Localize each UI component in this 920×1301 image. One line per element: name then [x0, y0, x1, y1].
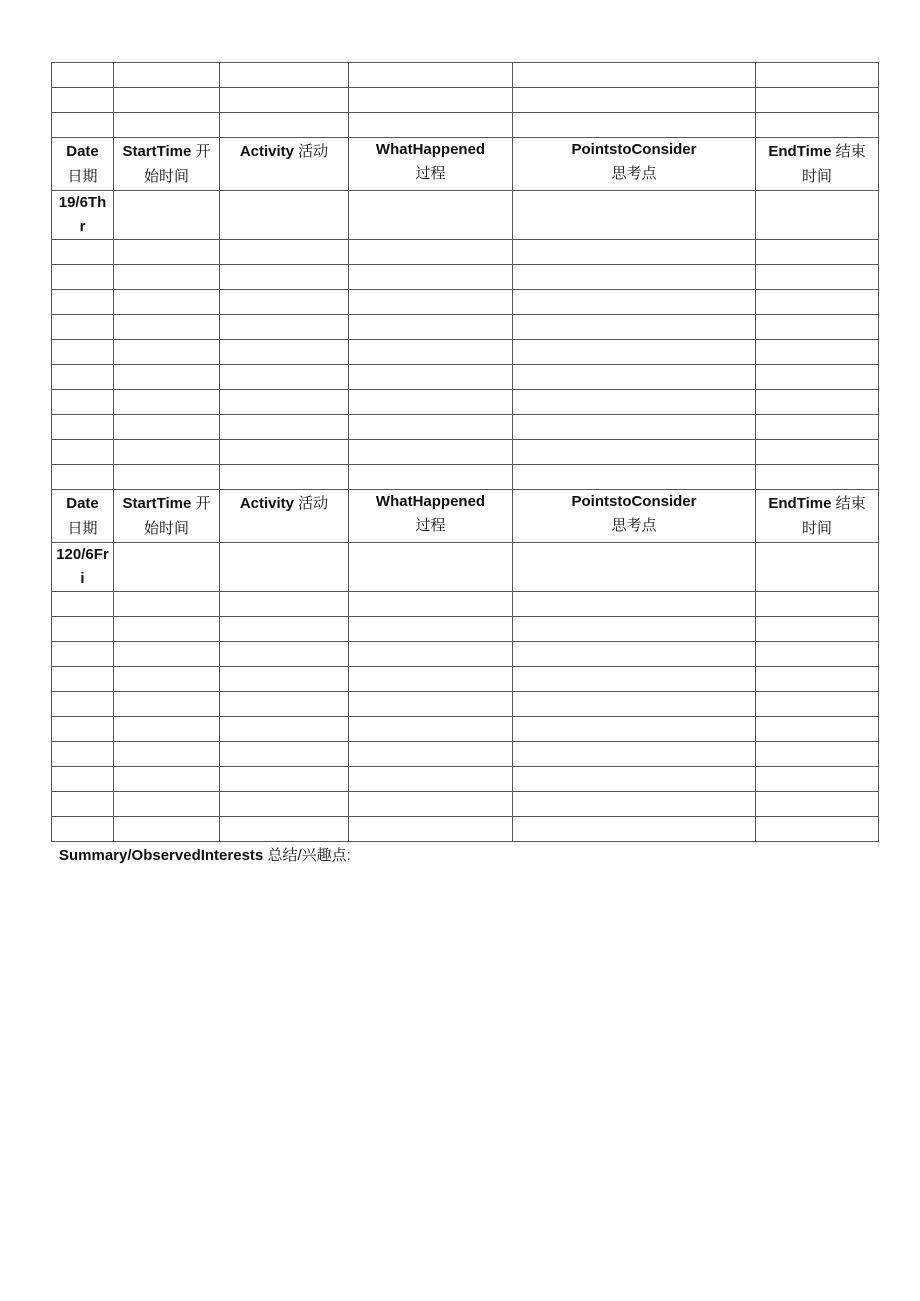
table-row	[52, 340, 879, 365]
summary-en: Summary/ObservedInterests	[59, 847, 264, 864]
date-cell[interactable]	[52, 543, 114, 592]
header-start-zh1: 开	[195, 495, 211, 512]
table-row	[52, 240, 879, 265]
header-points-to-consider	[513, 490, 756, 543]
daily-log-sheet	[51, 62, 878, 842]
date-line1: 19/6Th	[58, 194, 107, 211]
header-date-zh: 日期	[67, 520, 98, 537]
table-row	[52, 88, 879, 113]
header-end-en: EndTime	[768, 143, 832, 160]
table-row	[52, 415, 879, 440]
date-line1: 120/6Fr	[56, 546, 109, 563]
table-row	[52, 642, 879, 667]
table-row	[52, 390, 879, 415]
header-start-zh1: 开	[195, 143, 211, 160]
header-start-en: StartTime	[122, 495, 192, 512]
table-row	[52, 717, 879, 742]
header-points-en: PointstoConsider	[571, 141, 697, 158]
date-cell[interactable]	[52, 191, 114, 240]
summary-label	[59, 845, 351, 867]
header-row	[52, 490, 879, 543]
daily-log-table	[51, 62, 879, 842]
header-end-zh1: 结束	[835, 495, 866, 512]
header-what-en: WhatHappened	[375, 493, 486, 510]
table-row	[52, 742, 879, 767]
header-activity-zh: 活动	[298, 495, 329, 512]
table-row	[52, 290, 879, 315]
header-start-time	[114, 138, 220, 191]
header-start-time	[114, 490, 220, 543]
date-line2: i	[80, 570, 85, 587]
table-row	[52, 265, 879, 290]
header-points-zh: 思考点	[611, 517, 657, 534]
header-end-zh2: 时间	[801, 520, 832, 537]
header-points-en: PointstoConsider	[571, 493, 697, 510]
header-end-zh1: 结束	[835, 143, 866, 160]
table-row	[52, 365, 879, 390]
header-activity-en: Activity	[239, 143, 294, 160]
table-row	[52, 692, 879, 717]
header-what-zh: 过程	[415, 517, 446, 534]
header-start-en: StartTime	[122, 143, 192, 160]
header-start-zh2: 始时间	[143, 168, 189, 185]
header-end-en: EndTime	[768, 495, 832, 512]
table-row	[52, 617, 879, 642]
table-row	[52, 767, 879, 792]
table-row	[52, 667, 879, 692]
header-end-time	[756, 138, 879, 191]
header-end-time	[756, 490, 879, 543]
table-row	[52, 817, 879, 842]
header-what-zh: 过程	[415, 165, 446, 182]
header-activity-zh: 活动	[298, 143, 329, 160]
header-activity	[220, 138, 349, 191]
table-row	[52, 113, 879, 138]
header-date-en: Date	[66, 495, 99, 512]
header-date	[52, 138, 114, 191]
header-activity-en: Activity	[239, 495, 294, 512]
header-end-zh2: 时间	[801, 168, 832, 185]
header-points-to-consider	[513, 138, 756, 191]
date-row	[52, 191, 879, 240]
header-what-happened	[349, 138, 513, 191]
header-what-happened	[349, 490, 513, 543]
table-row	[52, 440, 879, 465]
header-points-zh: 思考点	[611, 165, 657, 182]
header-what-en: WhatHappened	[375, 141, 486, 158]
table-row	[52, 792, 879, 817]
table-row	[52, 315, 879, 340]
table-row	[52, 465, 879, 490]
header-date	[52, 490, 114, 543]
header-activity	[220, 490, 349, 543]
header-date-en: Date	[66, 143, 99, 160]
header-date-zh: 日期	[67, 168, 98, 185]
header-row	[52, 138, 879, 191]
header-start-zh2: 始时间	[143, 520, 189, 537]
date-line2: r	[79, 218, 86, 235]
table-row	[52, 592, 879, 617]
table-row	[52, 63, 879, 88]
summary-zh: 总结/兴趣点:	[267, 847, 351, 864]
date-row	[52, 543, 879, 592]
